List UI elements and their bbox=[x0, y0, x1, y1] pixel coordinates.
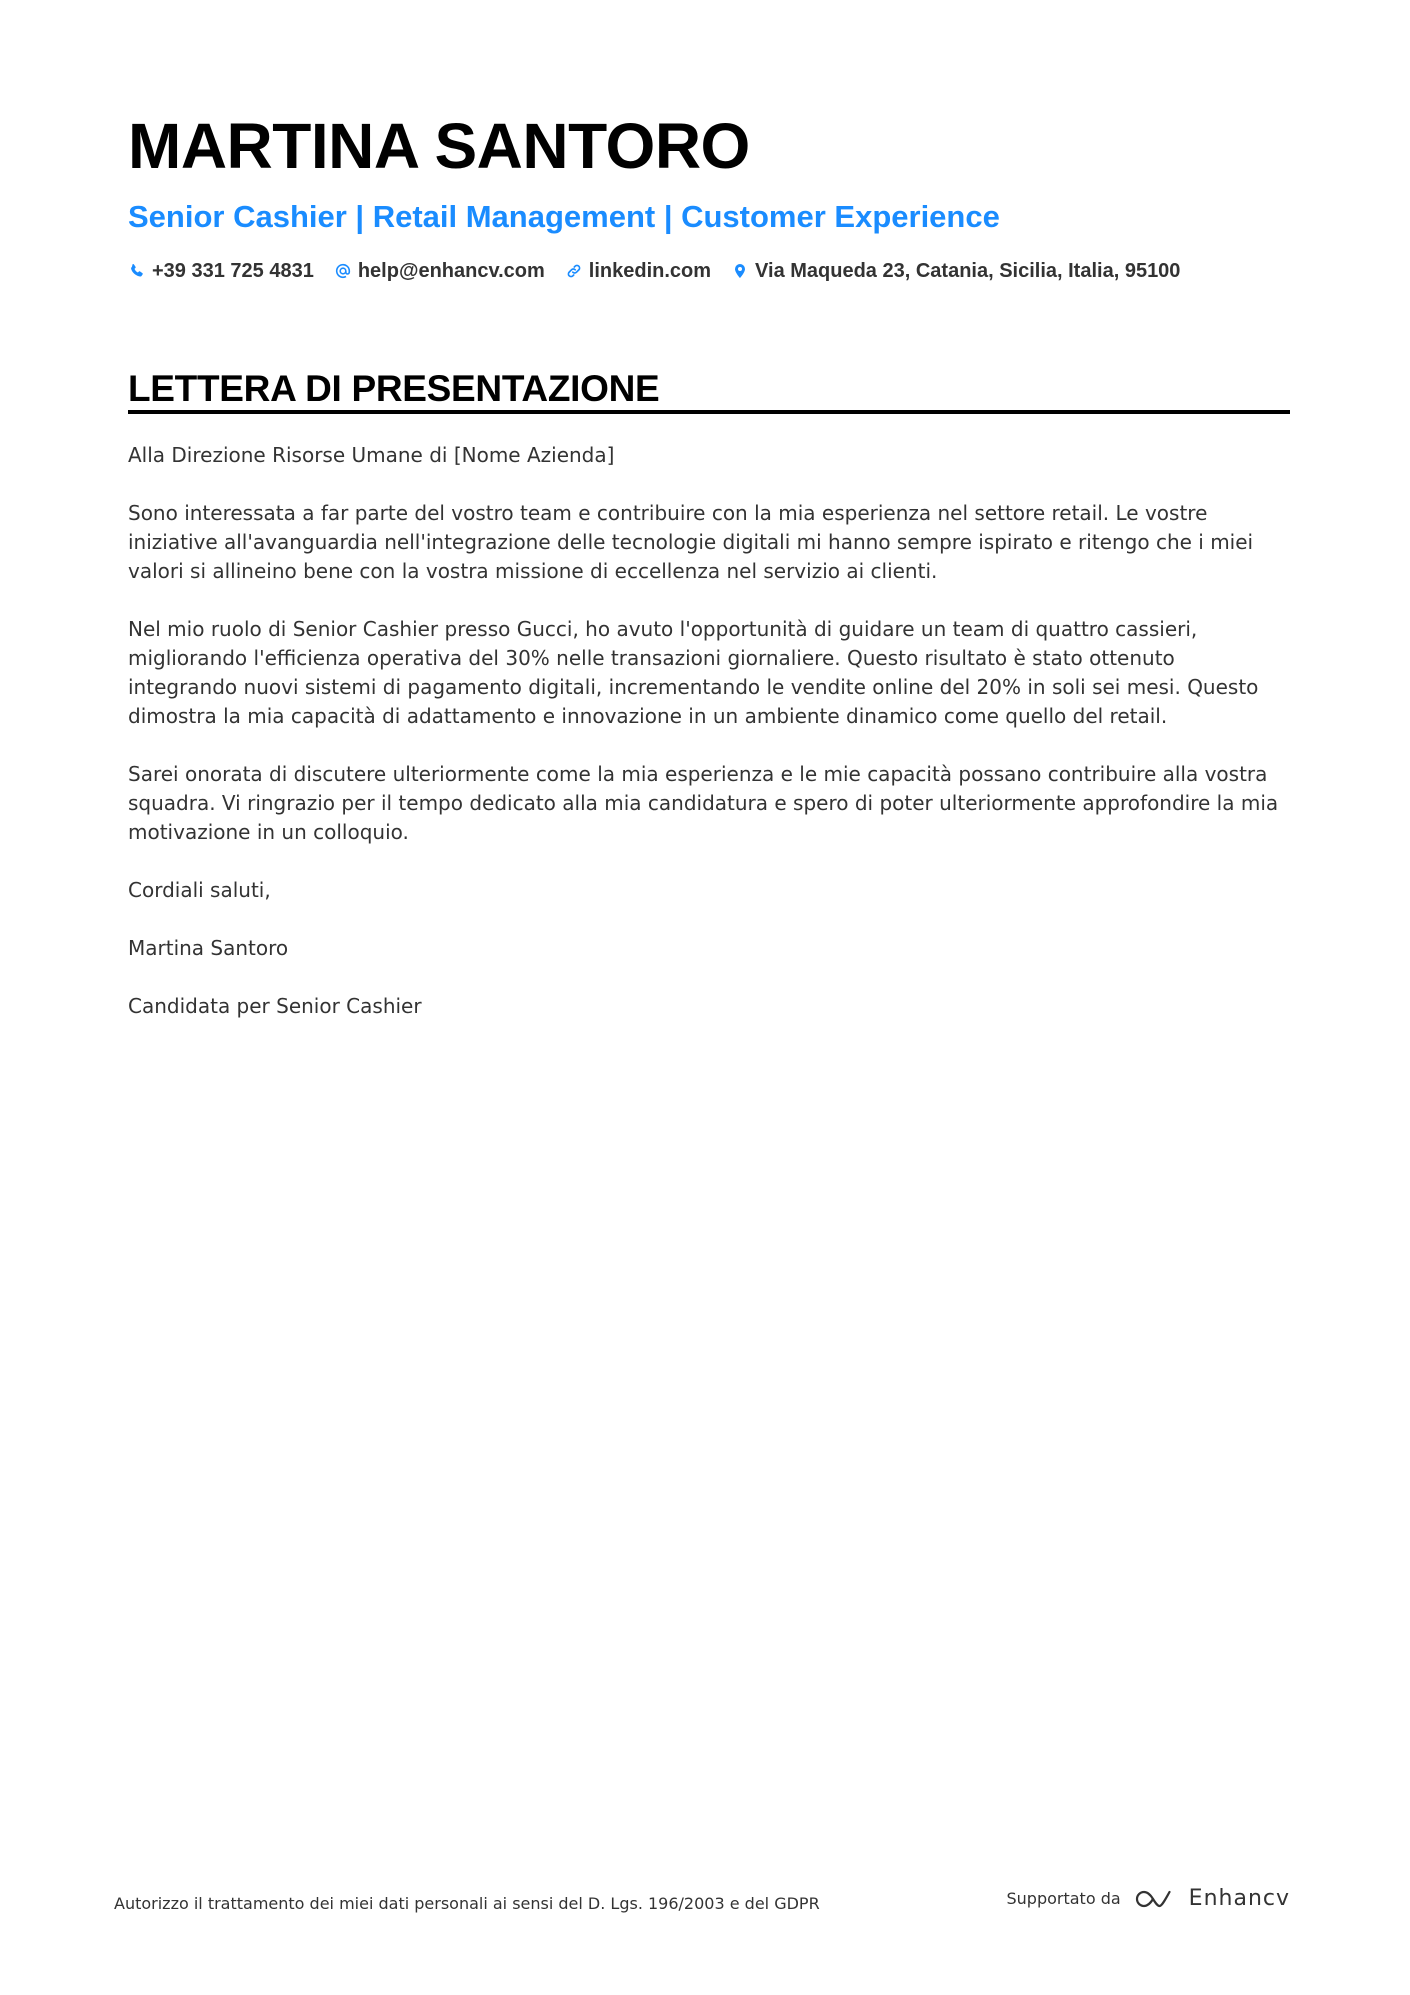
address-text: Via Maqueda 23, Catania, Sicilia, Italia, 95100 bbox=[755, 260, 1181, 282]
letter-paragraph: Sarei onorata di discutere ulteriormente come la mia esperienza e le mie capacità possano contribuire alla vostra squadra. Vi ringrazio per il tempo dedicato alla mia candidatura e spero di poter ulteriormente approfondire la mia motivazione in un colloquio. bbox=[128, 762, 1279, 844]
powered-by[interactable] bbox=[1007, 1886, 1291, 1912]
at-icon bbox=[334, 261, 352, 281]
letter-body bbox=[128, 441, 1290, 1050]
brand-name: Enhancv bbox=[1188, 1886, 1290, 1911]
phone-icon bbox=[128, 261, 146, 281]
section-divider bbox=[128, 410, 1290, 414]
phone-text: +39 331 725 4831 bbox=[152, 260, 314, 282]
headline: Senior Cashier | Retail Management | Customer Experience bbox=[128, 199, 1000, 234]
email-text: help@enhancv.com bbox=[357, 260, 545, 282]
contact-bar bbox=[128, 258, 1290, 284]
header bbox=[128, 108, 1290, 284]
letter-closing: Cordiali saluti, bbox=[128, 878, 271, 902]
letter-paragraph: Nel mio ruolo di Senior Cashier presso Gucci, ho avuto l'opportunità di guidare un team di quattro cassieri, migliorando l'efficienza operativa del 30% nelle transazioni giornaliere. Questo risultato è stato ottenuto integrando nuovi sistemi di pagamento digitali, incrementando le vendite online del 20% in soli sei mesi. Questo dimostra la mia capacità di adattamento e innovazione in un ambiente dinamico come quello del retail. bbox=[128, 617, 1259, 728]
powered-by-label: Supportato da bbox=[1006, 1889, 1121, 1908]
candidate-name: MARTINA SANTORO bbox=[128, 110, 750, 182]
section-title: LETTERA DI PRESENTAZIONE bbox=[128, 368, 660, 409]
letter-role-line: Candidata per Senior Cashier bbox=[128, 994, 422, 1018]
letter-paragraph: Sono interessata a far parte del vostro team e contribuire con la mia esperienza nel settore retail. Le vostre iniziative all'avanguardia nell'integrazione delle tecnologie digitali mi hanno sempre ispirato e ritengo che i miei valori si allineino bene con la vostra missione di eccellenza nel servizio ai clienti. bbox=[128, 501, 1254, 583]
linkedin-text: linkedin.com bbox=[588, 260, 712, 282]
contact-address bbox=[731, 258, 1180, 284]
contact-linkedin[interactable] bbox=[565, 258, 711, 284]
privacy-consent: Autorizzo il trattamento dei miei dati personali ai sensi del D. Lgs. 196/2003 e del GDPR bbox=[114, 1894, 820, 1913]
enhancv-logo-icon bbox=[1133, 1887, 1179, 1911]
contact-phone[interactable] bbox=[128, 258, 314, 284]
link-icon bbox=[565, 261, 583, 281]
letter-signature: Martina Santoro bbox=[128, 936, 289, 960]
contact-email[interactable] bbox=[334, 258, 545, 284]
letter-greeting: Alla Direzione Risorse Umane di [Nome Azienda] bbox=[128, 443, 615, 467]
map-pin-icon bbox=[731, 261, 749, 281]
